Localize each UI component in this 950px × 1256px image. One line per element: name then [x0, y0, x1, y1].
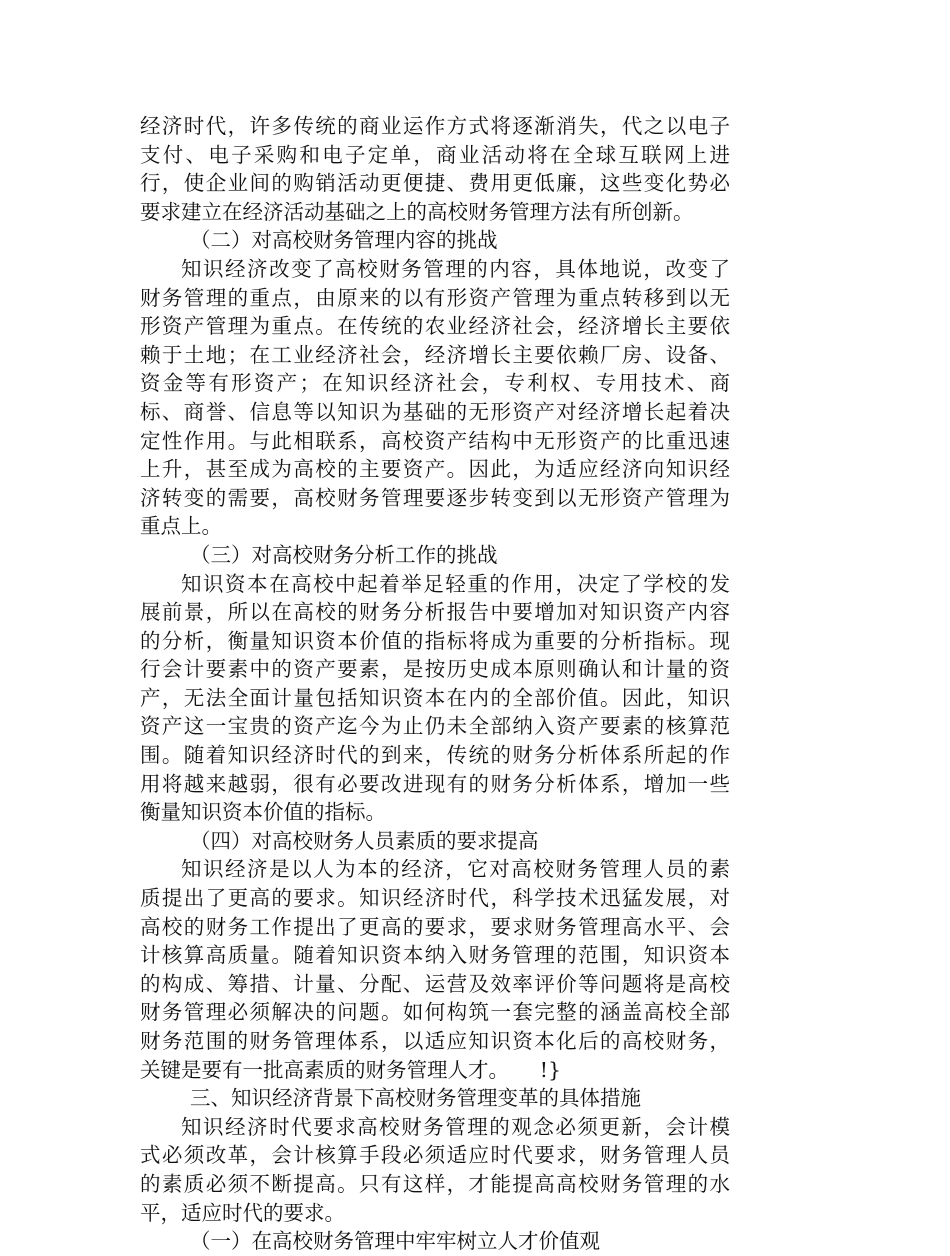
text-line: 定性作用。与此相联系，高校资产结构中无形资产的比重迅速: [140, 428, 730, 453]
text-line: 形资产管理为重点。在传统的农业经济社会，经济增长主要依: [140, 314, 730, 339]
text-line: 式必须改革，会计核算手段必须适应时代要求，财务管理人员: [140, 1143, 730, 1168]
text-line: 知识资本在高校中起着举足轻重的作用，决定了学校的发: [181, 571, 730, 596]
body-paragraph: [140, 570, 730, 827]
text-line: 上升，甚至成为高校的主要资产。因此，为适应经济向知识经: [140, 457, 730, 482]
text-line: 行会计要素中的资产要素，是按历史成本原则确认和计量的资: [140, 657, 730, 682]
body-paragraph: [140, 1113, 730, 1227]
body-paragraph: [140, 112, 730, 226]
text-line: （三）对高校财务分析工作的挑战: [190, 542, 498, 567]
subsection-heading: [140, 827, 730, 856]
text-line: 用将越来越弱，很有必要改进现有的财务分析体系，增加一些: [140, 771, 730, 796]
text-line: 标、商誉、信息等以知识为基础的无形资产对经济增长起着决: [140, 399, 730, 424]
text-line: 围。随着知识经济时代的到来，传统的财务分析体系所起的作: [140, 743, 730, 768]
body-paragraph: [140, 855, 730, 1084]
text-line: 经济时代，许多传统的商业运作方式将逐渐消失，代之以电子: [140, 114, 730, 138]
text-line: 济转变的需要，高校财务管理要逐步转变到以无形资产管理为: [140, 485, 730, 510]
text-line: （二）对高校财务管理内容的挑战: [190, 228, 498, 253]
text-line: 计核算高质量。随着知识资本纳入财务管理的范围，知识资本: [140, 943, 730, 968]
text-line: 的素质必须不断提高。只有这样，才能提高高校财务管理的水: [140, 1171, 730, 1196]
text-line: 财务管理的重点，由原来的以有形资产管理为重点转移到以无: [140, 285, 730, 310]
text-line: 的构成、筹措、计量、分配、运营及效率评价等问题将是高校: [140, 971, 730, 996]
text-line: 关键是要有一批高素质的财务管理人才。 !}: [140, 1057, 562, 1082]
text-line: 要求建立在经济活动基础之上的高校财务管理方法有所创新。: [140, 199, 694, 224]
document-body: [140, 112, 730, 1256]
text-line: 质提出了更高的要求。知识经济时代，科学技术迅猛发展，对: [140, 886, 730, 911]
text-line: 的分析，衡量知识资本价值的指标将成为重要的分析指标。现: [140, 628, 730, 653]
text-line: 平，适应时代的要求。: [140, 1200, 345, 1225]
subsection-heading: [140, 541, 730, 570]
text-line: 产，无法全面计量包括知识资本在内的全部价值。因此，知识: [140, 685, 730, 710]
text-line: 知识经济改变了高校财务管理的内容，具体地说，改变了: [181, 256, 730, 281]
body-paragraph: [140, 255, 730, 541]
text-line: 支付、电子采购和电子定单，商业活动将在全球互联网上进: [140, 142, 730, 167]
section-heading: [140, 1084, 730, 1113]
subsection-heading: [140, 1227, 730, 1256]
text-line: 知识经济是以人为本的经济，它对高校财务管理人员的素: [181, 857, 730, 882]
text-line: 重点上。: [140, 514, 222, 539]
text-line: 知识经济时代要求高校财务管理的观念必须更新，会计模: [181, 1114, 730, 1139]
text-line: 三、知识经济背景下高校财务管理变革的具体措施: [190, 1086, 641, 1111]
text-line: 财务管理必须解决的问题。如何构筑一套完整的涵盖高校全部: [140, 1000, 730, 1025]
text-line: 赖于土地；在工业经济社会，经济增长主要依赖厂房、设备、: [140, 342, 730, 367]
text-line: 资金等有形资产；在知识经济社会，专利权、专用技术、商: [140, 371, 730, 396]
text-line: 高校的财务工作提出了更高的要求，要求财务管理高水平、会: [140, 914, 730, 939]
text-line: 展前景，所以在高校的财务分析报告中要增加对知识资产内容: [140, 600, 730, 625]
text-line: 财务范围的财务管理体系，以适应知识资本化后的高校财务，: [140, 1029, 730, 1053]
subsection-heading: [140, 226, 730, 255]
text-line: （四）对高校财务人员素质的要求提高: [190, 828, 539, 853]
text-line: （一）在高校财务管理中牢牢树立人才价值观: [190, 1229, 600, 1254]
text-line: 资产这一宝贵的资产迄今为止仍未全部纳入资产要素的核算范: [140, 714, 730, 739]
text-line: 行，使企业间的购销活动更便捷、费用更低廉，这些变化势必: [140, 171, 730, 196]
text-line: 衡量知识资本价值的指标。: [140, 800, 386, 825]
